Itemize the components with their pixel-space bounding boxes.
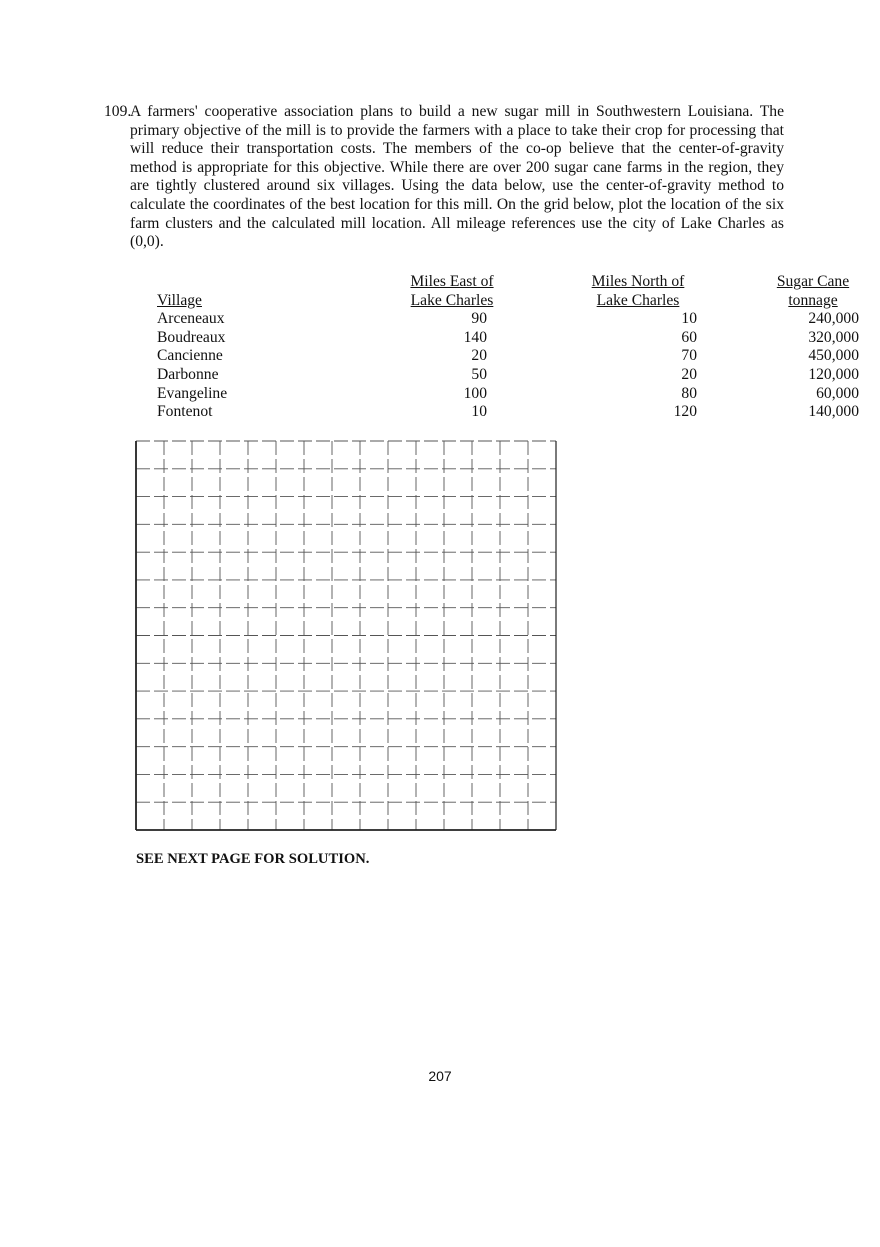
header-north-line1: Miles North of (591, 273, 685, 290)
header-east-line2: Lake Charles (410, 291, 494, 309)
table-header-row-2 (153, 292, 867, 311)
tonnage: 140,000 (808, 403, 859, 421)
miles-north: 120 (673, 403, 697, 421)
table-row (153, 403, 867, 422)
miles-north: 10 (681, 310, 697, 328)
village-name: Boudreaux (157, 328, 226, 346)
page-number: 207 (428, 1068, 452, 1084)
miles-east: 50 (471, 365, 487, 383)
village-data-table (153, 273, 867, 422)
tonnage: 60,000 (816, 384, 859, 402)
header-east-line1: Miles East of (410, 273, 494, 290)
miles-east: 140 (463, 328, 487, 346)
plot-grid (135, 440, 559, 834)
tonnage: 240,000 (808, 310, 859, 328)
tonnage: 120,000 (808, 365, 859, 383)
miles-east: 10 (471, 403, 487, 421)
header-north-line2: Lake Charles (596, 291, 680, 309)
village-name: Arceneaux (157, 310, 225, 328)
header-tonnage-line1: Sugar Cane (776, 273, 850, 290)
table-row (153, 347, 867, 366)
village-name: Cancienne (157, 347, 223, 365)
table-row (153, 366, 867, 385)
table-header-row-1 (153, 273, 867, 292)
miles-north: 20 (681, 365, 697, 383)
village-name: Evangeline (157, 384, 228, 402)
miles-north: 70 (681, 347, 697, 365)
tonnage: 450,000 (808, 347, 859, 365)
village-name: Darbonne (157, 365, 219, 383)
table-row (153, 385, 867, 404)
miles-north: 80 (681, 384, 697, 402)
problem-text: A farmers' cooperative association plans to build a new sugar mill in Southwestern Louisiana. The primary objective of the mill is to provide the farmers with a place to take their crop for processing that will reduce their transportation costs. The members of the co-op believe that the center-of-gravity method is appropriate for this objective. While there are over 200 sugar cane farms in the region, they are tightly clustered around six villages. Using the data below, use the center-of-gravity method to calculate the coordinates of the best location for this mill. On the grid below, plot the location of the six farm clusters and the calculated mill location. All mileage references use the city of Lake Charles as (0,0). (130, 103, 784, 251)
miles-east: 90 (471, 310, 487, 328)
miles-east: 20 (471, 347, 487, 365)
problem-statement (104, 103, 784, 252)
miles-east: 100 (463, 384, 487, 402)
table-row (153, 329, 867, 348)
village-name: Fontenot (157, 403, 213, 421)
table-row (153, 310, 867, 329)
problem-number: 109. (104, 103, 132, 120)
header-village: Village (157, 291, 202, 309)
see-next-page-note: SEE NEXT PAGE FOR SOLUTION. (136, 851, 370, 867)
miles-north: 60 (681, 328, 697, 346)
tonnage: 320,000 (808, 328, 859, 346)
header-tonnage-line2: tonnage (788, 291, 838, 309)
